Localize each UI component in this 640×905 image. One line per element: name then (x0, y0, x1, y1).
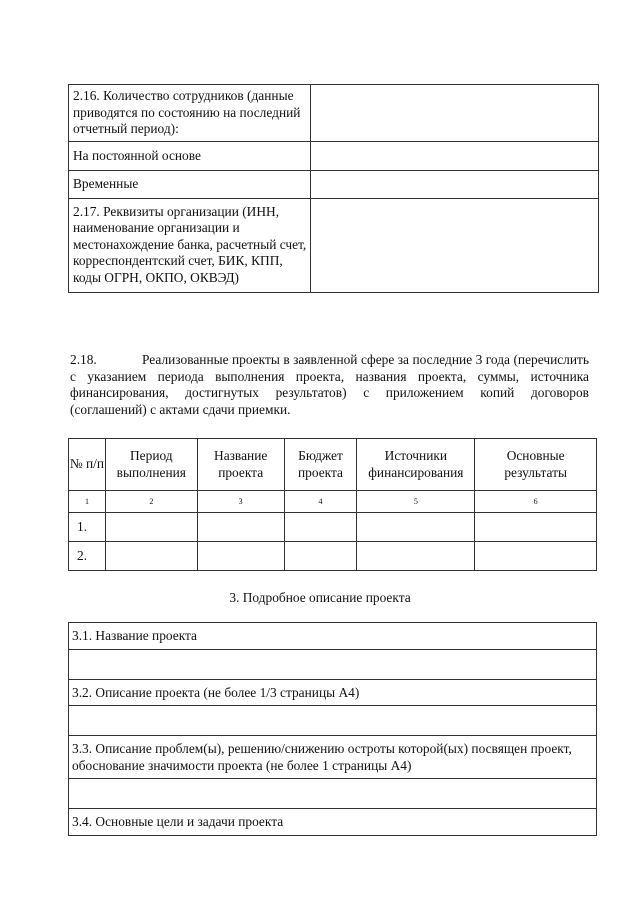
section-3-1-label: 3.1. Название проекта (69, 623, 597, 650)
table-row (69, 679, 597, 706)
table-cell-value[interactable] (311, 198, 599, 293)
column-number: 2 (105, 491, 197, 513)
table-row (69, 171, 599, 199)
column-number: 4 (284, 491, 357, 513)
header-results: Основные результаты (475, 439, 597, 491)
table-row (69, 809, 597, 836)
section-3-4-label: 3.4. Основные цели и задачи проекта (69, 809, 597, 836)
table-row (69, 623, 597, 650)
header-project-name: Название проекта (197, 439, 284, 491)
table-cell[interactable] (357, 513, 475, 542)
section-2-18-paragraph (70, 352, 589, 418)
table-row (69, 736, 597, 779)
header-budget: Бюджет проекта (284, 439, 357, 491)
table-cell[interactable] (197, 513, 284, 542)
table-row (69, 198, 599, 293)
table-row (69, 706, 597, 736)
section-3-1-value[interactable] (69, 649, 597, 679)
table-row (69, 649, 597, 679)
project-description-table (68, 622, 597, 836)
table-cell[interactable] (284, 542, 357, 571)
header-number: № п/п (69, 439, 106, 491)
column-number: 3 (197, 491, 284, 513)
section-3-title: 3. Подробное описание проекта (229, 590, 411, 605)
table-row (69, 141, 599, 171)
projects-table (68, 438, 597, 571)
table-row (69, 779, 597, 809)
section-3-2-value[interactable] (69, 706, 597, 736)
table-cell[interactable] (105, 513, 197, 542)
column-number-row (69, 491, 597, 513)
table-cell-label: Временные (69, 171, 311, 199)
header-funding-sources: Источники финансирования (357, 439, 475, 491)
row-number: 2. (69, 542, 106, 571)
row-number: 1. (69, 513, 106, 542)
column-number: 6 (475, 491, 597, 513)
table-row (69, 85, 599, 142)
table-cell-label: 2.16. Количество сотрудников (данные приводятся по состоянию на последний отчетный период): (69, 85, 311, 142)
table-cell[interactable] (357, 542, 475, 571)
header-period: Период выполнения (105, 439, 197, 491)
table-cell-value[interactable] (311, 85, 599, 142)
table-cell[interactable] (197, 542, 284, 571)
organization-info-table (68, 84, 599, 293)
table-row (69, 542, 597, 571)
table-cell-label: На постоянной основе (69, 141, 311, 171)
column-number: 1 (69, 491, 106, 513)
section-3-3-value[interactable] (69, 779, 597, 809)
table-cell[interactable] (475, 542, 597, 571)
table-cell[interactable] (105, 542, 197, 571)
table-cell-value[interactable] (311, 141, 599, 171)
paragraph-text: Реализованные проекты в заявленной сфере за последние 3 года (перечислить с указанием периода выполнения проекта, названия проекта, суммы, источника финансирования, достигнутых результатов) с приложением копий договоров (соглашений) с актами сдачи приемки. (70, 352, 589, 417)
table-cell[interactable] (284, 513, 357, 542)
table-cell-label: 2.17. Реквизиты организации (ИНН, наименование организации и местонахождение банка, расчетный счет, корреспондентский счет, БИК, КПП, коды ОГРН, ОКПО, ОКВЭД) (69, 198, 311, 293)
table-header-row (69, 439, 597, 491)
section-3-3-label: 3.3. Описание проблем(ы), решению/снижению остроты которой(ых) посвящен проект, обоснование значимости проекта (не более 1 страницы А4) (69, 736, 597, 779)
table-cell-value[interactable] (311, 171, 599, 199)
table-cell[interactable] (475, 513, 597, 542)
section-3-2-label: 3.2. Описание проекта (не более 1/3 страницы А4) (69, 679, 597, 706)
column-number: 5 (357, 491, 475, 513)
table-row (69, 513, 597, 542)
paragraph-number: 2.18. (70, 352, 97, 367)
